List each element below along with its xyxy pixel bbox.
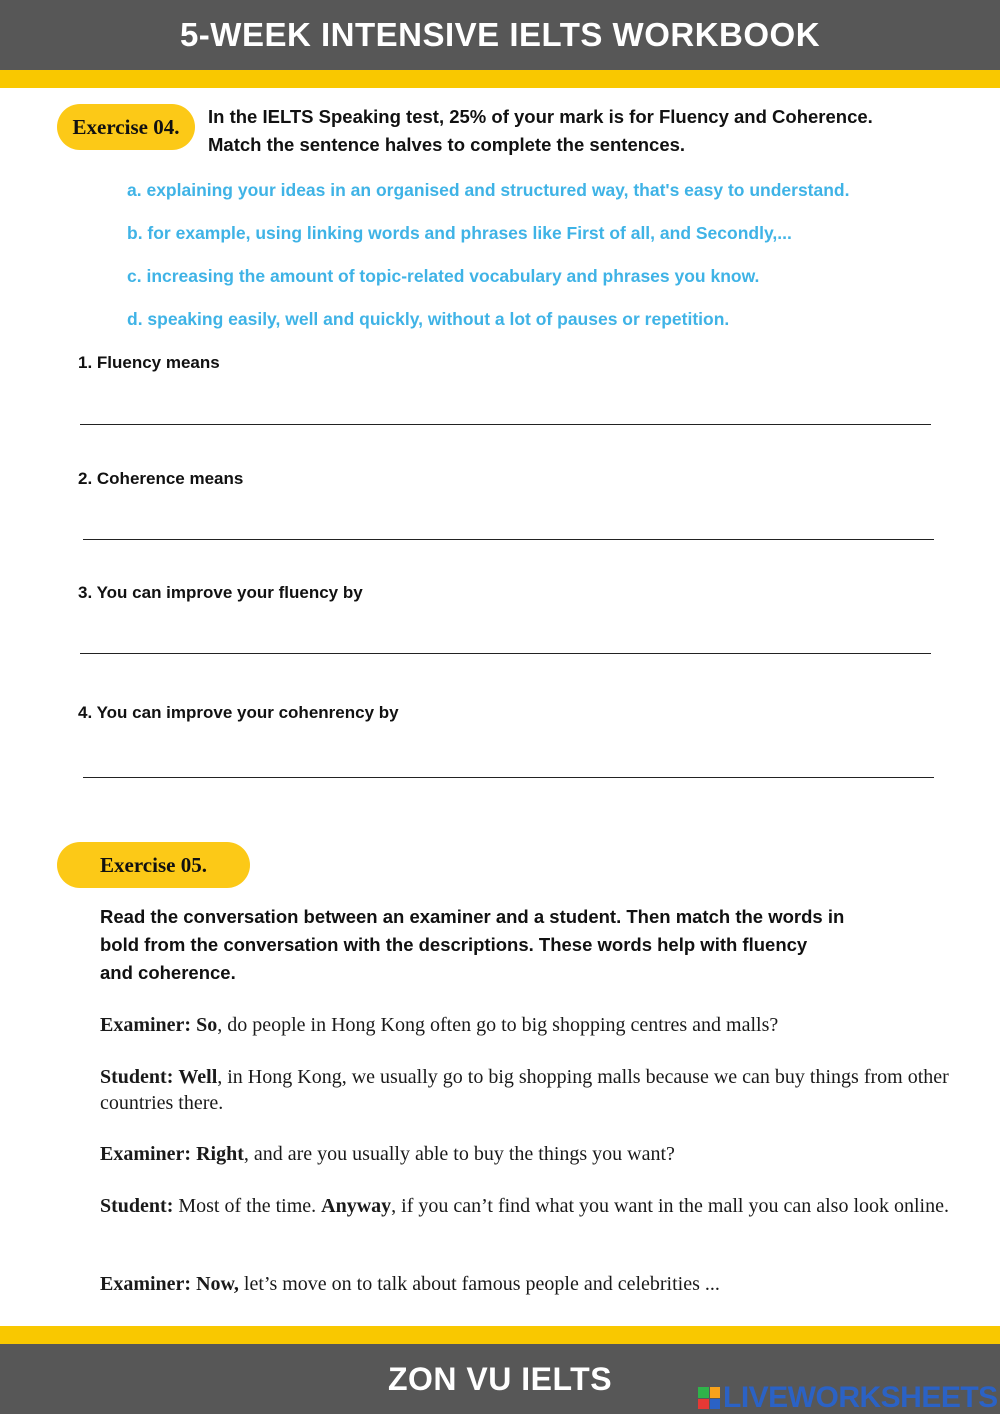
logo-square-icon (698, 1387, 709, 1398)
bold-linking-word: Right (196, 1143, 244, 1165)
footer-accent-bar (0, 1326, 1000, 1344)
conversation-line-1 (100, 1012, 950, 1038)
conversation-text: Most of the time. (178, 1195, 317, 1217)
option-c: c. increasing the amount of topic-related vocabulary and phrases you know. (127, 266, 760, 286)
header-accent-bar (0, 70, 1000, 88)
bold-linking-word: Anyway (321, 1195, 392, 1217)
option-b: b. for example, using linking words and phrases like First of all, and Secondly,... (127, 223, 792, 243)
speaker-label: Examiner: (100, 1273, 192, 1295)
question-1: 1. Fluency means (78, 353, 220, 372)
conversation-line-3 (100, 1141, 950, 1167)
liveworksheets-text: LIVEWORKSHEETS (723, 1381, 998, 1414)
bold-linking-word: Well (178, 1066, 218, 1088)
liveworksheets-watermark[interactable] (698, 1381, 998, 1415)
logo-square-icon (698, 1399, 709, 1410)
conversation-text: , and are you usually able to buy the things you want? (243, 1143, 675, 1165)
bold-linking-word: Now, (196, 1273, 239, 1295)
speaker-label: Examiner: (100, 1014, 192, 1036)
exercise-05-instruction-line: and coherence. (100, 962, 236, 983)
exercise-04-instruction-line: Match the sentence halves to complete the sentences. (208, 134, 686, 155)
liveworksheets-logo-icon (698, 1387, 720, 1409)
speaker-label: Examiner: (100, 1143, 192, 1165)
logo-square-icon (710, 1399, 721, 1410)
logo-square-icon (710, 1387, 721, 1398)
option-d: d. speaking easily, well and quickly, without a lot of pauses or repetition. (127, 309, 730, 329)
conversation-line-2 (100, 1064, 950, 1116)
answer-line-2[interactable] (83, 539, 934, 540)
answer-line-3[interactable] (80, 653, 931, 654)
exercise-04-instruction (208, 103, 968, 159)
bold-linking-word: So (196, 1014, 218, 1036)
answer-line-1[interactable] (80, 424, 931, 425)
speaker-label: Student: (100, 1195, 174, 1217)
header-banner (0, 0, 1000, 70)
conversation-text: let’s move on to talk about famous people and celebrities ... (243, 1273, 720, 1295)
question-2: 2. Coherence means (78, 469, 244, 488)
conversation-text: , do people in Hong Kong often go to big shopping centres and malls? (217, 1014, 779, 1036)
exercise-05-instruction-line: Read the conversation between an examiner and a student. Then match the words in (100, 906, 845, 927)
conversation-line-5 (100, 1271, 950, 1297)
exercise-05-label: Exercise 05. (57, 842, 250, 888)
conversation-line-4 (100, 1193, 950, 1219)
conversation-text: , in Hong Kong, we usually go to big shopping malls because we can buy things from other countries there. (100, 1066, 949, 1114)
exercise-05-instruction (100, 903, 950, 987)
exercise-04-instruction-line: In the IELTS Speaking test, 25% of your mark is for Fluency and Coherence. (208, 106, 873, 127)
question-4: 4. You can improve your cohenrency by (78, 703, 399, 722)
answer-line-4[interactable] (83, 777, 934, 778)
question-3: 3. You can improve your fluency by (78, 583, 363, 602)
header-title: 5-WEEK INTENSIVE IELTS WORKBOOK (179, 16, 821, 53)
exercise-05-instruction-line: bold from the conversation with the descriptions. These words help with fluency (100, 934, 808, 955)
exercise-04-label: Exercise 04. (57, 104, 195, 150)
footer-title: ZON VU IELTS (387, 1360, 613, 1397)
option-a: a. explaining your ideas in an organised and structured way, that's easy to understand. (127, 180, 850, 200)
conversation-text: , if you can’t find what you want in the mall you can also look online. (391, 1195, 949, 1217)
speaker-label: Student: (100, 1066, 174, 1088)
